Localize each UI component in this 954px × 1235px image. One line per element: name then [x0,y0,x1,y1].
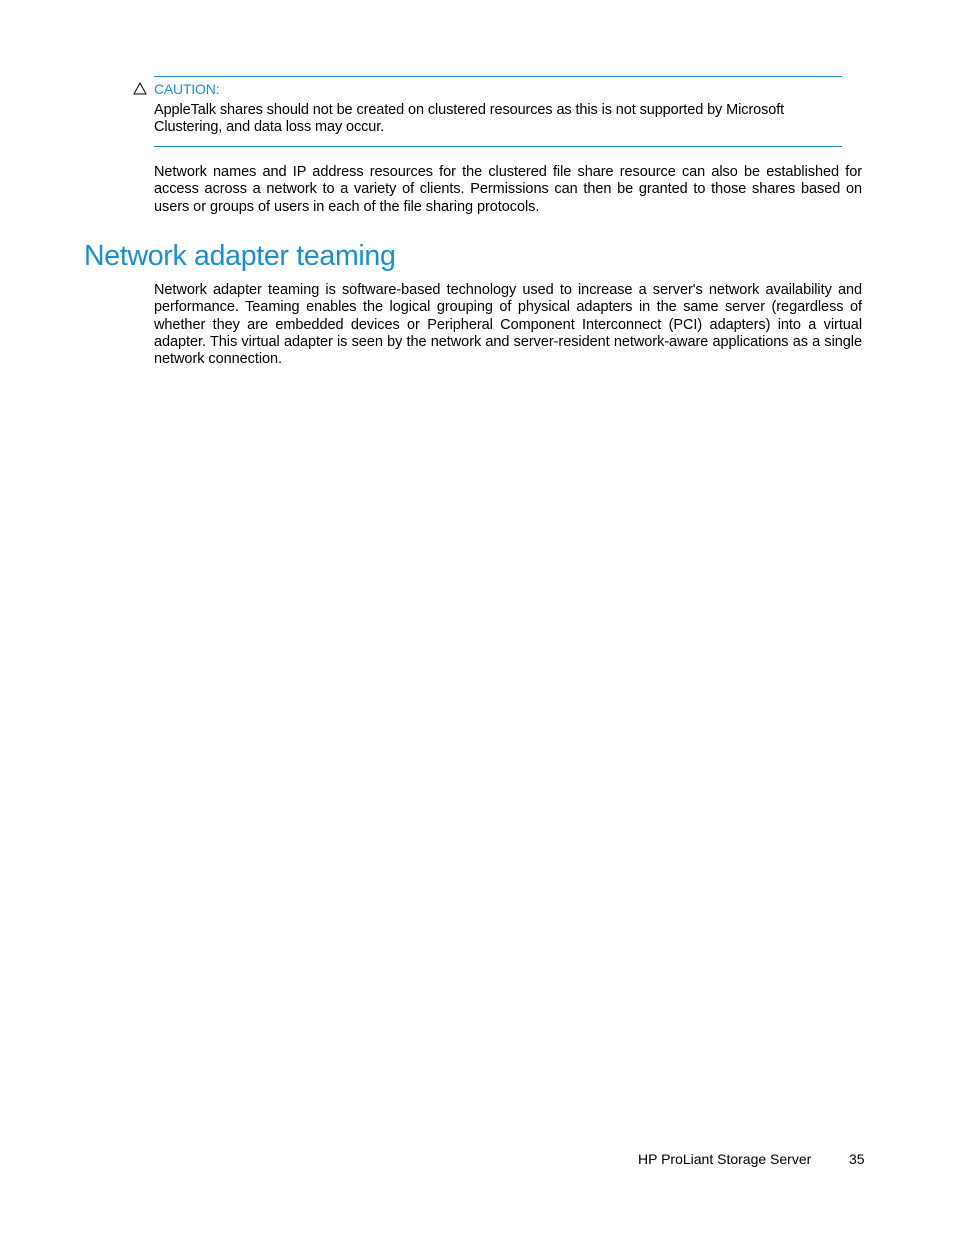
caution-triangle-icon [133,82,147,95]
caution-text: AppleTalk shares should not be created on clustered resources as this is not supported by Microsoft Clustering, and data loss may occur. [154,102,785,135]
caution-header [154,79,842,99]
caution-label: CAUTION: [154,81,220,97]
page-number: 35 [849,1151,865,1167]
section-body-paragraph: Network adapter teaming is software-based technology used to increase a server's network availability and performance. Teaming enables the logical grouping of physical adapters in the same server (regardless of whether they are embedded devices or Peripheral Component Interconnect (PCI) adapters) into a virtual adapter. This virtual adapter is seen by the network and server-resident network-aware applications as a single network connection. [154,282,862,368]
section-heading: Network adapter teaming [84,240,396,272]
clustered-shares-paragraph: Network names and IP address resources for the clustered file share resource can also be established for access across a network to a variety of clients. Permissions can then be granted to those shares based on users or groups of users in each of the file sharing protocols. [154,164,862,215]
caution-notice [154,76,842,147]
footer-title: HP ProLiant Storage Server [638,1151,812,1167]
